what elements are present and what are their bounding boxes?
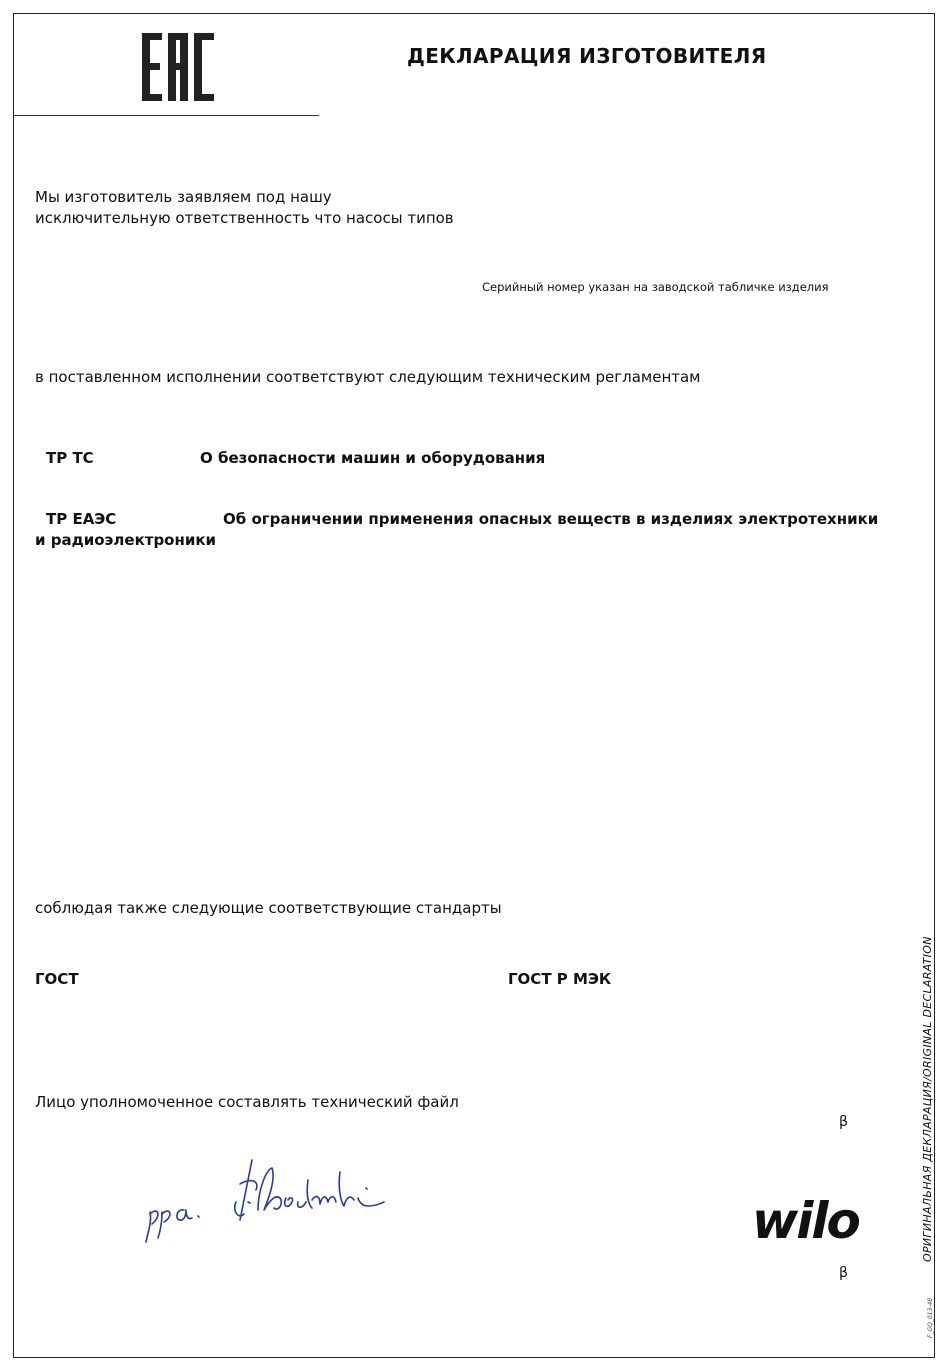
- regulation-title-2: Об ограничении применения опасных веществ в изделиях электротехники: [223, 510, 879, 528]
- wilo-logo: wilo: [752, 1192, 859, 1250]
- regulation-title-1: О безопасности машин и оборудования: [200, 449, 546, 467]
- regulation-code-1: ТР ТС: [46, 449, 94, 467]
- intro-line-1: Мы изготовитель заявляем под нашу: [35, 188, 332, 206]
- standards-text: соблюдая также следующие соответствующие стандарты: [35, 899, 502, 917]
- beta-mark-top: β: [839, 1114, 848, 1130]
- standard-gost: ГОСТ: [35, 970, 79, 988]
- form-code: F_GQ_013-48: [927, 1297, 934, 1338]
- regulation-title-2-cont: и радиоэлектроники: [35, 531, 217, 549]
- conformity-text: в поставленном исполнении соответствуют следующим техническим регламентам: [35, 368, 701, 386]
- original-declaration-label: ОРИГИНАЛЬНАЯ ДЕКЛАРАЦИЯ/ORIGINAL DECLARATION: [921, 936, 934, 1262]
- beta-mark-bottom: β: [839, 1265, 848, 1281]
- regulation-code-2: ТР ЕАЭС: [46, 510, 117, 528]
- authorized-person-text: Лицо уполномоченное составлять технический файл: [35, 1093, 459, 1111]
- intro-line-2: исключительную ответственность что насосы типов: [35, 209, 454, 227]
- eac-mark: [142, 33, 214, 101]
- standard-gost-r-iec: ГОСТ Р МЭК: [508, 970, 612, 988]
- serial-note: Серийный номер указан на заводской табличке изделия: [482, 280, 829, 294]
- signature: [140, 1150, 390, 1250]
- page-title: ДЕКЛАРАЦИЯ ИЗГОТОВИТЕЛЯ: [407, 44, 767, 68]
